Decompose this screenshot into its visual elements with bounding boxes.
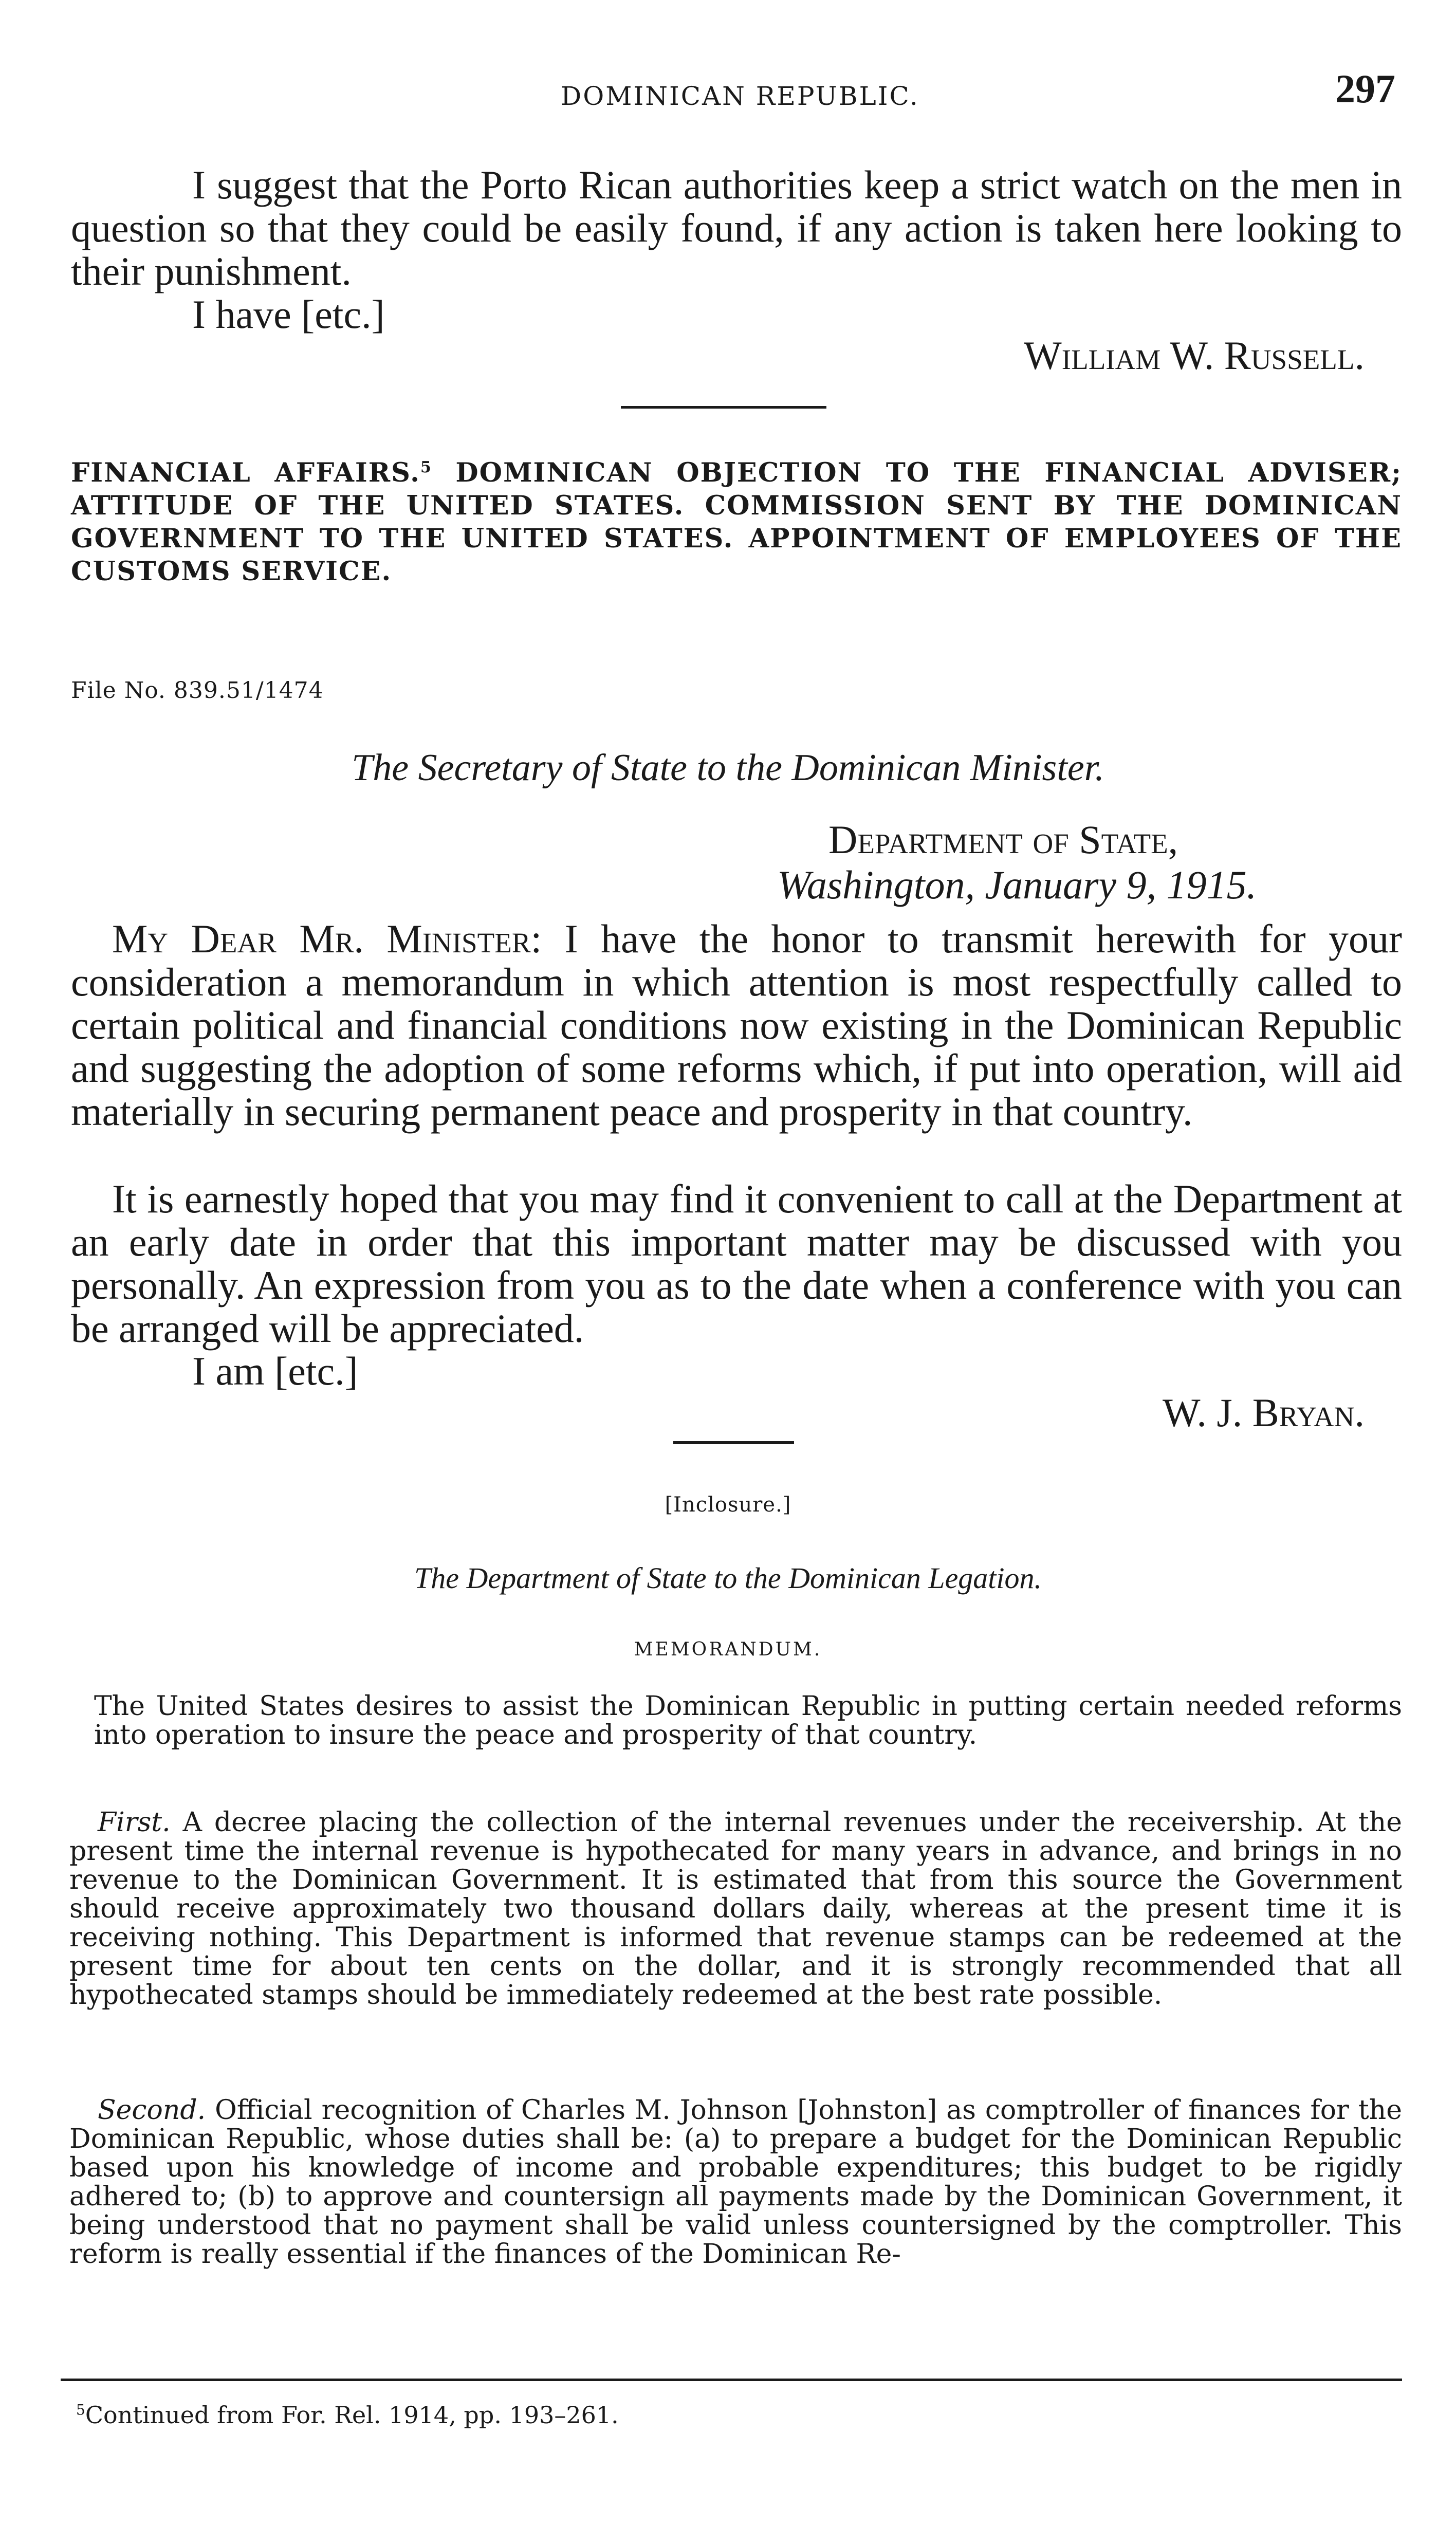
section-heading-label: FINANCIAL AFFAIRS. <box>71 457 420 488</box>
prior-letter-closing: I have [etc.] <box>192 292 385 337</box>
footnote-text: Continued from For. Rel. 1914, pp. 193–261. <box>85 2401 619 2429</box>
footnote <box>76 2401 619 2429</box>
footnote-mark: 5 <box>76 2401 85 2419</box>
letter-signature: W. J. Bryan. <box>1162 1390 1365 1435</box>
letter-paragraph-1-text: : I have the honor to transmit herewith for your consideration a memorandum in which attention is most respectfully called to certain political and financial conditions now existing in the Dominican Republic and suggesting the adoption of some reforms which, if put into operation, will aid materially in securing permanent peace and prosperity in that country. <box>71 916 1402 1134</box>
second-item-text: Official recognition of Charles M. Johnson [Johnston] as comptroller of finances for the Dominican Republic, whose duties shall be: (a) to prepare a budget for the Dominican Republic based upon his knowledge of income and probable expenditures; this budget to be rigidly adhered to; (b) to approve and countersign all payments made by the Dominican Government, it being understood that no payment shall be valid unless countersigned by the comptroller. This reform is really essential if the finances of the Dominican Re- <box>69 2095 1402 2270</box>
letter-dateline-date: Washington, January 9, 1915. <box>777 862 1257 907</box>
page-number: 297 <box>1335 66 1395 111</box>
letter-salutation: My Dear Mr. Minister <box>112 916 531 961</box>
letter-closing: I am [etc.] <box>192 1349 358 1393</box>
memorandum-second-item <box>69 2096 1402 2269</box>
letter-dateline-place: Department of State, <box>828 817 1178 862</box>
second-item-label: Second. <box>98 2095 206 2126</box>
section-heading-text: DOMINICAN OBJECTION TO THE FINANCIAL ADVISER; ATTITUDE OF THE UNITED STATES. COMMISSION SENT BY THE DOMINICAN GOVERNMENT TO THE UNITED STATES. APPOINTMENT OF EMPLOYEES OF THE CUSTOMS SERVICE. <box>71 457 1403 587</box>
letter-paragraph-2: It is earnestly hoped that you may find it convenient to call at the Department at an early date in order that this important matter may be discussed with you personally. An expression from you as to the date when a conference with you can be arranged will be appreciated. <box>71 1176 1402 1351</box>
first-item-text: A decree placing the collection of the internal revenues under the receivership. At the present time the internal revenue is hypothecated for many years in advance, and brings in no revenue to the Dominican Government. It is estimated that from this source the Government should receive approximately two thousand dollars daily, whereas at the present time it is receiving nothing. This Department is informed that revenue stamps can be redeemed at the present time for about ten cents on the dollar, and it is strongly recommended that all hypothecated stamps should be immediately redeemed at the best rate possible. <box>69 1807 1402 2011</box>
section-heading <box>71 456 1402 588</box>
letter-paragraph-1 <box>71 917 1402 1133</box>
memorandum-label: MEMORANDUM. <box>634 1639 822 1660</box>
letter-divider <box>673 1441 794 1444</box>
section-divider <box>621 406 826 409</box>
running-head: DOMINICAN REPUBLIC. <box>561 81 919 111</box>
footnote-divider <box>61 2379 1402 2381</box>
footnote-reference: 5 <box>420 458 432 476</box>
prior-letter-paragraph: I suggest that the Porto Rican authorities keep a strict watch on the men in question so that they could be easily found, if any action is taken here looking to their punishment. <box>71 162 1402 293</box>
memorandum-intro: The United States desires to assist the Dominican Republic in putting certain needed reforms into operation to insure the peace and prosperity of that country. <box>94 1691 1402 1750</box>
inclosure-label: [Inclosure.] <box>665 1493 791 1517</box>
first-item-label: First. <box>98 1807 171 1838</box>
inclosure-title: The Department of State to the Dominican Legation. <box>414 1561 1042 1595</box>
file-number: File No. 839.51/1474 <box>71 677 324 704</box>
letter-title: The Secretary of State to the Dominican Minister. <box>352 747 1104 789</box>
prior-letter-signature: William W. Russell. <box>1024 333 1365 378</box>
memorandum-first-item <box>69 1808 1402 2010</box>
